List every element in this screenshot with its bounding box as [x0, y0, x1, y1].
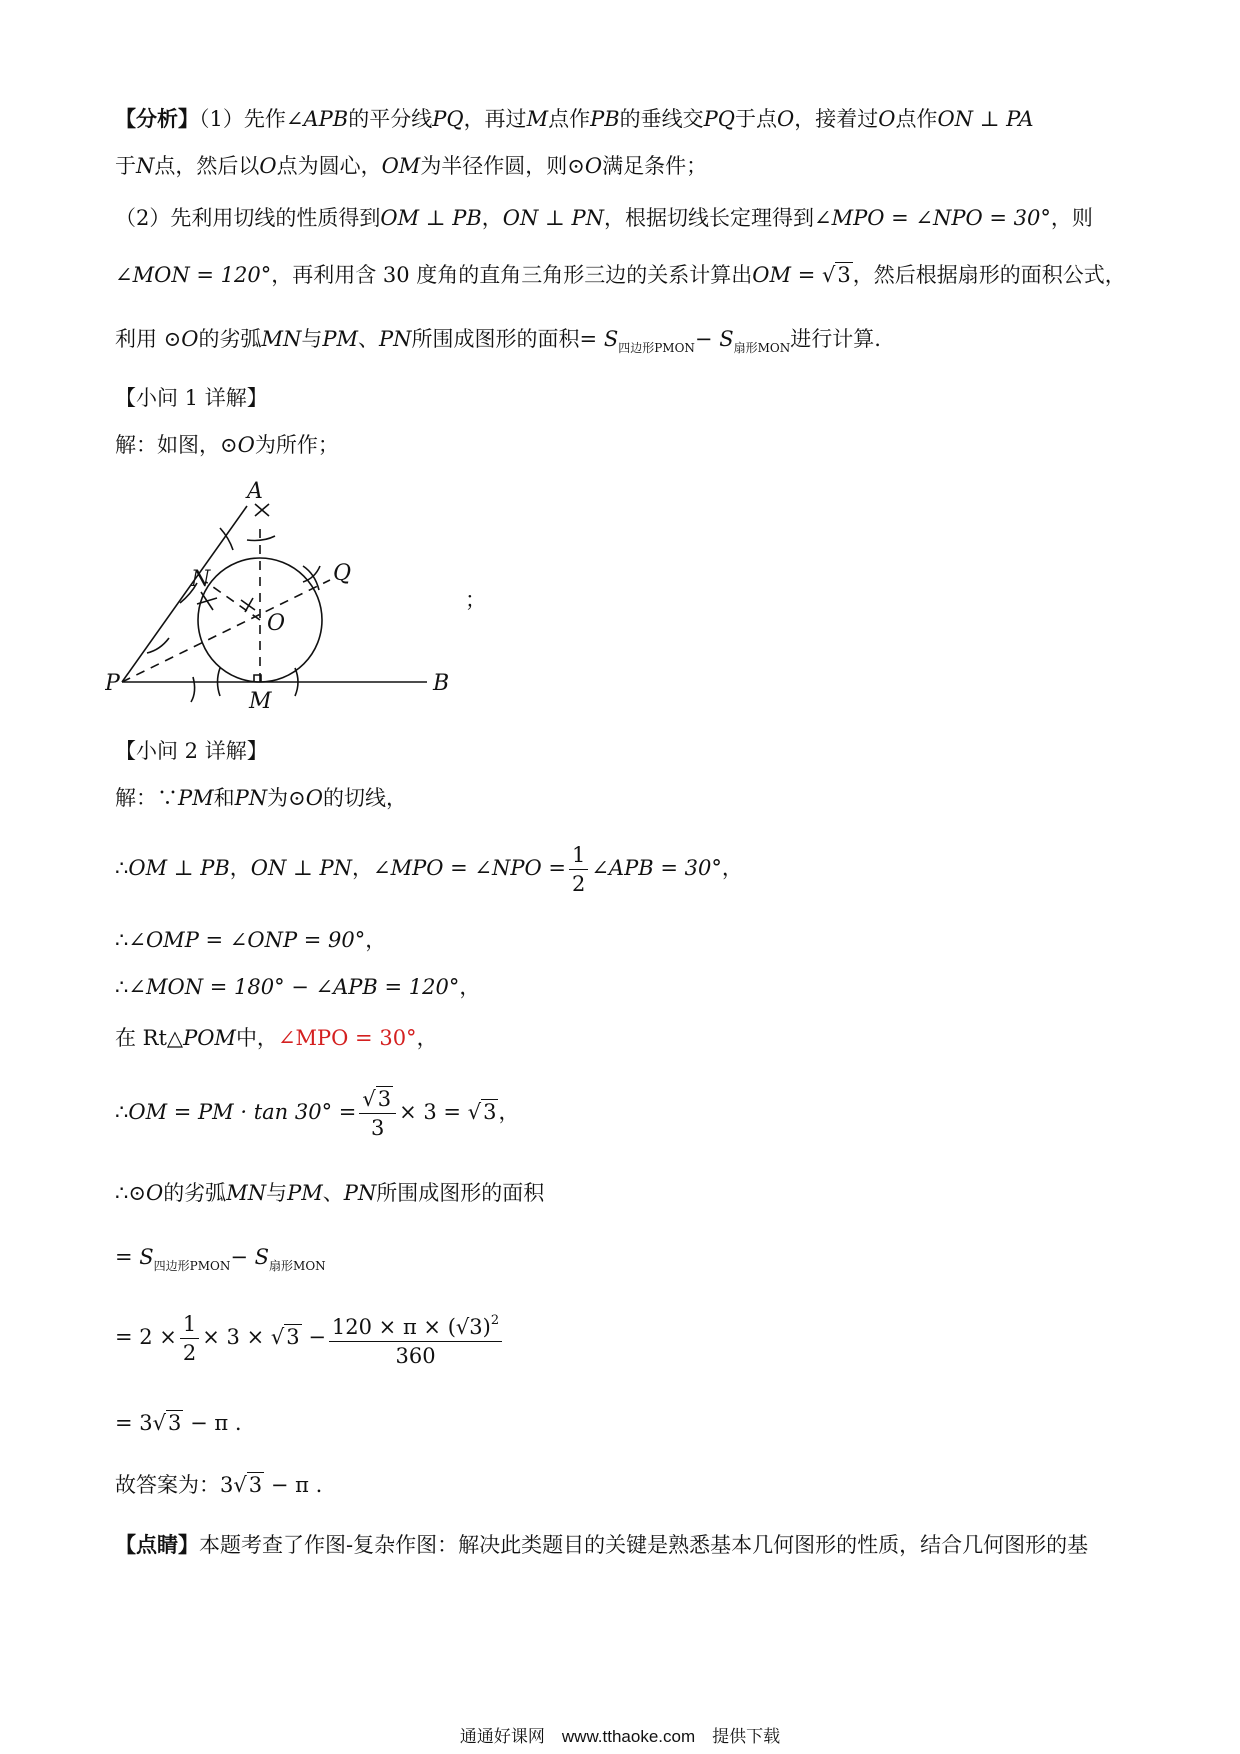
bisector-pq: [122, 580, 330, 682]
analysis-line-5: 利用 ⊙O的劣弧MN与PM、PN所围成图形的面积= $S_{四边形PMON}- S_{扇形MON}$进行计算.: [115, 327, 881, 355]
label-p: P: [105, 671, 120, 696]
footer: 通通好课网 www.tthaoke.com 提供下载: [459, 1727, 781, 1746]
q2-line-6: ∴OM = PM · tan 30° = $\frac{√3}{3}$ × 3 = √3，: [115, 1087, 520, 1140]
label-a: A: [247, 479, 263, 504]
q2-line-8: = $S_{四边形PMON}- S_{扇形MON}$: [115, 1245, 326, 1273]
q2-line-9: = 2 × $\frac{1}{2}$ × 3 × √3 − $\frac{120 \times \pi \times (√3)^2}{360}$: [115, 1305, 505, 1370]
analysis-line-1: 【分析】（1）先作∠APB的平分线PQ，再过M点作PB的垂线交PQ于点O，接着过O点作ON ⊥ PA: [115, 106, 1034, 131]
comment-heading: 【点睛】: [115, 1532, 199, 1557]
comment-line: 【点睛】本题考查了作图-复杂作图：解决此类题目的关键是熟悉基本几何图形的性质，结合几何图形的基: [115, 1532, 1089, 1557]
q1-line: 解：如图，⊙O为所作；: [115, 433, 339, 457]
analysis-line-2: 于N点，然后以O点为圆心，OM为半径作圆，则⊙O满足条件；: [115, 154, 708, 178]
q2-line-2: ∴OM ⊥ PB，ON ⊥ PN，∠MPO = ∠NPO = $\frac{1}{2}$ ∠APB = 30°，: [115, 843, 743, 896]
label-o: O: [267, 611, 286, 636]
q2-heading: 【小问 2 详解】: [115, 739, 268, 763]
label-n: N: [191, 567, 211, 592]
fraction-sector-area: $\frac{120 \times \pi \times (√3)^2}{360}$: [329, 1307, 502, 1370]
analysis-heading: 【分析】: [115, 106, 199, 131]
arc-mark: [255, 504, 269, 516]
q2-line-3: ∴∠OMP = ∠ONP = 90°，: [115, 928, 387, 952]
construction-figure: [105, 470, 465, 720]
analysis-line-4: ∠MON = 120°，再利用含 30 度角的直角三角形三边的关系计算出OM = √3，然后根据扇形的面积公式，: [115, 260, 1126, 290]
q2-line-1: 解：∵PM和PN为⊙O的切线，: [115, 786, 407, 810]
arc-mark: [247, 536, 275, 541]
arc-mark: [220, 528, 233, 550]
figure-semicolon: ；: [465, 588, 486, 612]
q2-line-5: 在 Rt△POM中，∠MPO = 30°，: [115, 1026, 438, 1050]
arc-mark: [241, 598, 255, 612]
fraction-sqrt3-over-3: $\frac{√3}{3}$: [359, 1085, 396, 1142]
q1-heading: 【小问 1 详解】: [115, 386, 268, 410]
highlighted-angle: ∠MPO = 30°: [277, 1026, 417, 1050]
fraction-half: $\frac{1}{2}$: [180, 1310, 199, 1367]
label-m: M: [249, 689, 272, 714]
label-q: Q: [333, 561, 352, 586]
arc-mark: [147, 638, 169, 653]
q2-line-10: = 3√3 − π .: [115, 1411, 242, 1435]
arc-mark: [191, 677, 195, 702]
q2-line-7: ∴⊙O的劣弧MN与PM、PN所围成图形的面积: [115, 1181, 545, 1205]
analysis-line-3: （2）先利用切线的性质得到OM ⊥ PB，ON ⊥ PN，根据切线长定理得到∠MPO = ∠NPO = 30°，则: [115, 206, 1093, 230]
sqrt-symbol: √3: [821, 263, 851, 287]
ray-pa: [122, 506, 247, 682]
answer-line: 故答案为：3√3 − π .: [115, 1473, 323, 1497]
fraction-half: $\frac{1}{2}$: [569, 841, 588, 898]
q2-line-4: ∴∠MON = 180° − ∠APB = 120°，: [115, 975, 481, 999]
label-b: B: [433, 671, 450, 696]
